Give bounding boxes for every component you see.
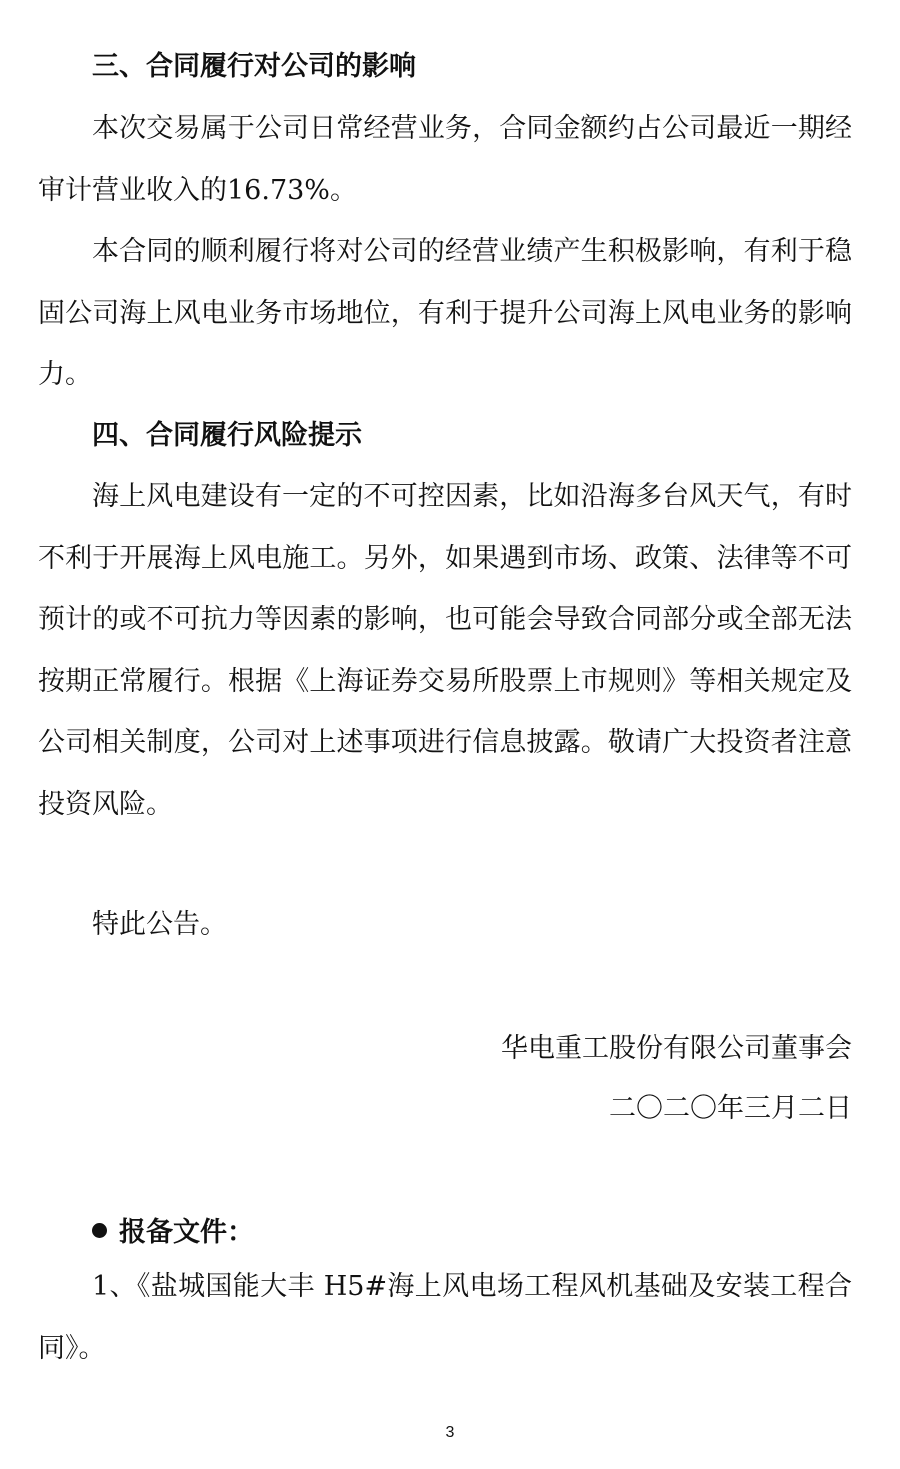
filing-item-1: 1、《盐城国能大丰 H5#海上风电场工程风机基础及安装工程合同》。 xyxy=(38,1271,852,1364)
section-3-paragraph-1: 本次交易属于公司日常经营业务，合同金额约占公司最近一期经审计营业收入的16.73%。 xyxy=(38,113,852,206)
section-3-body xyxy=(38,98,852,406)
closing-statement: 特此公告。 xyxy=(92,909,227,940)
bullet-icon xyxy=(92,1223,107,1238)
filing-list xyxy=(38,1256,852,1379)
signature-date: 二〇二〇年三月二日 xyxy=(609,1093,852,1124)
section-3-heading: 三、合同履行对公司的影响 xyxy=(92,51,416,82)
section-4-heading: 四、合同履行风险提示 xyxy=(92,420,362,451)
signature-company: 华电重工股份有限公司董事会 xyxy=(501,1033,852,1064)
filing-heading-label: 报备文件： xyxy=(119,1217,254,1248)
filing-heading xyxy=(92,1210,254,1249)
section-4-paragraph-1: 海上风电建设有一定的不可控因素，比如沿海多台风天气，有时不利于开展海上风电施工。另外，如果遇到市场、政策、法律等不可预计的或不可抗力等因素的影响，也可能会导致合同部分或全部无法按期正常履行。根据《上海证券交易所股票上市规则》等相关规定及公司相关制度，公司对上述事项进行信息披露。敬请广大投资者注意投资风险。 xyxy=(38,481,852,820)
page-number: 3 xyxy=(445,1424,455,1441)
section-3-paragraph-2: 本合同的顺利履行将对公司的经营业绩产生积极影响，有利于稳固公司海上风电业务市场地位，有利于提升公司海上风电业务的影响力。 xyxy=(38,236,852,390)
section-4-body xyxy=(38,466,852,835)
